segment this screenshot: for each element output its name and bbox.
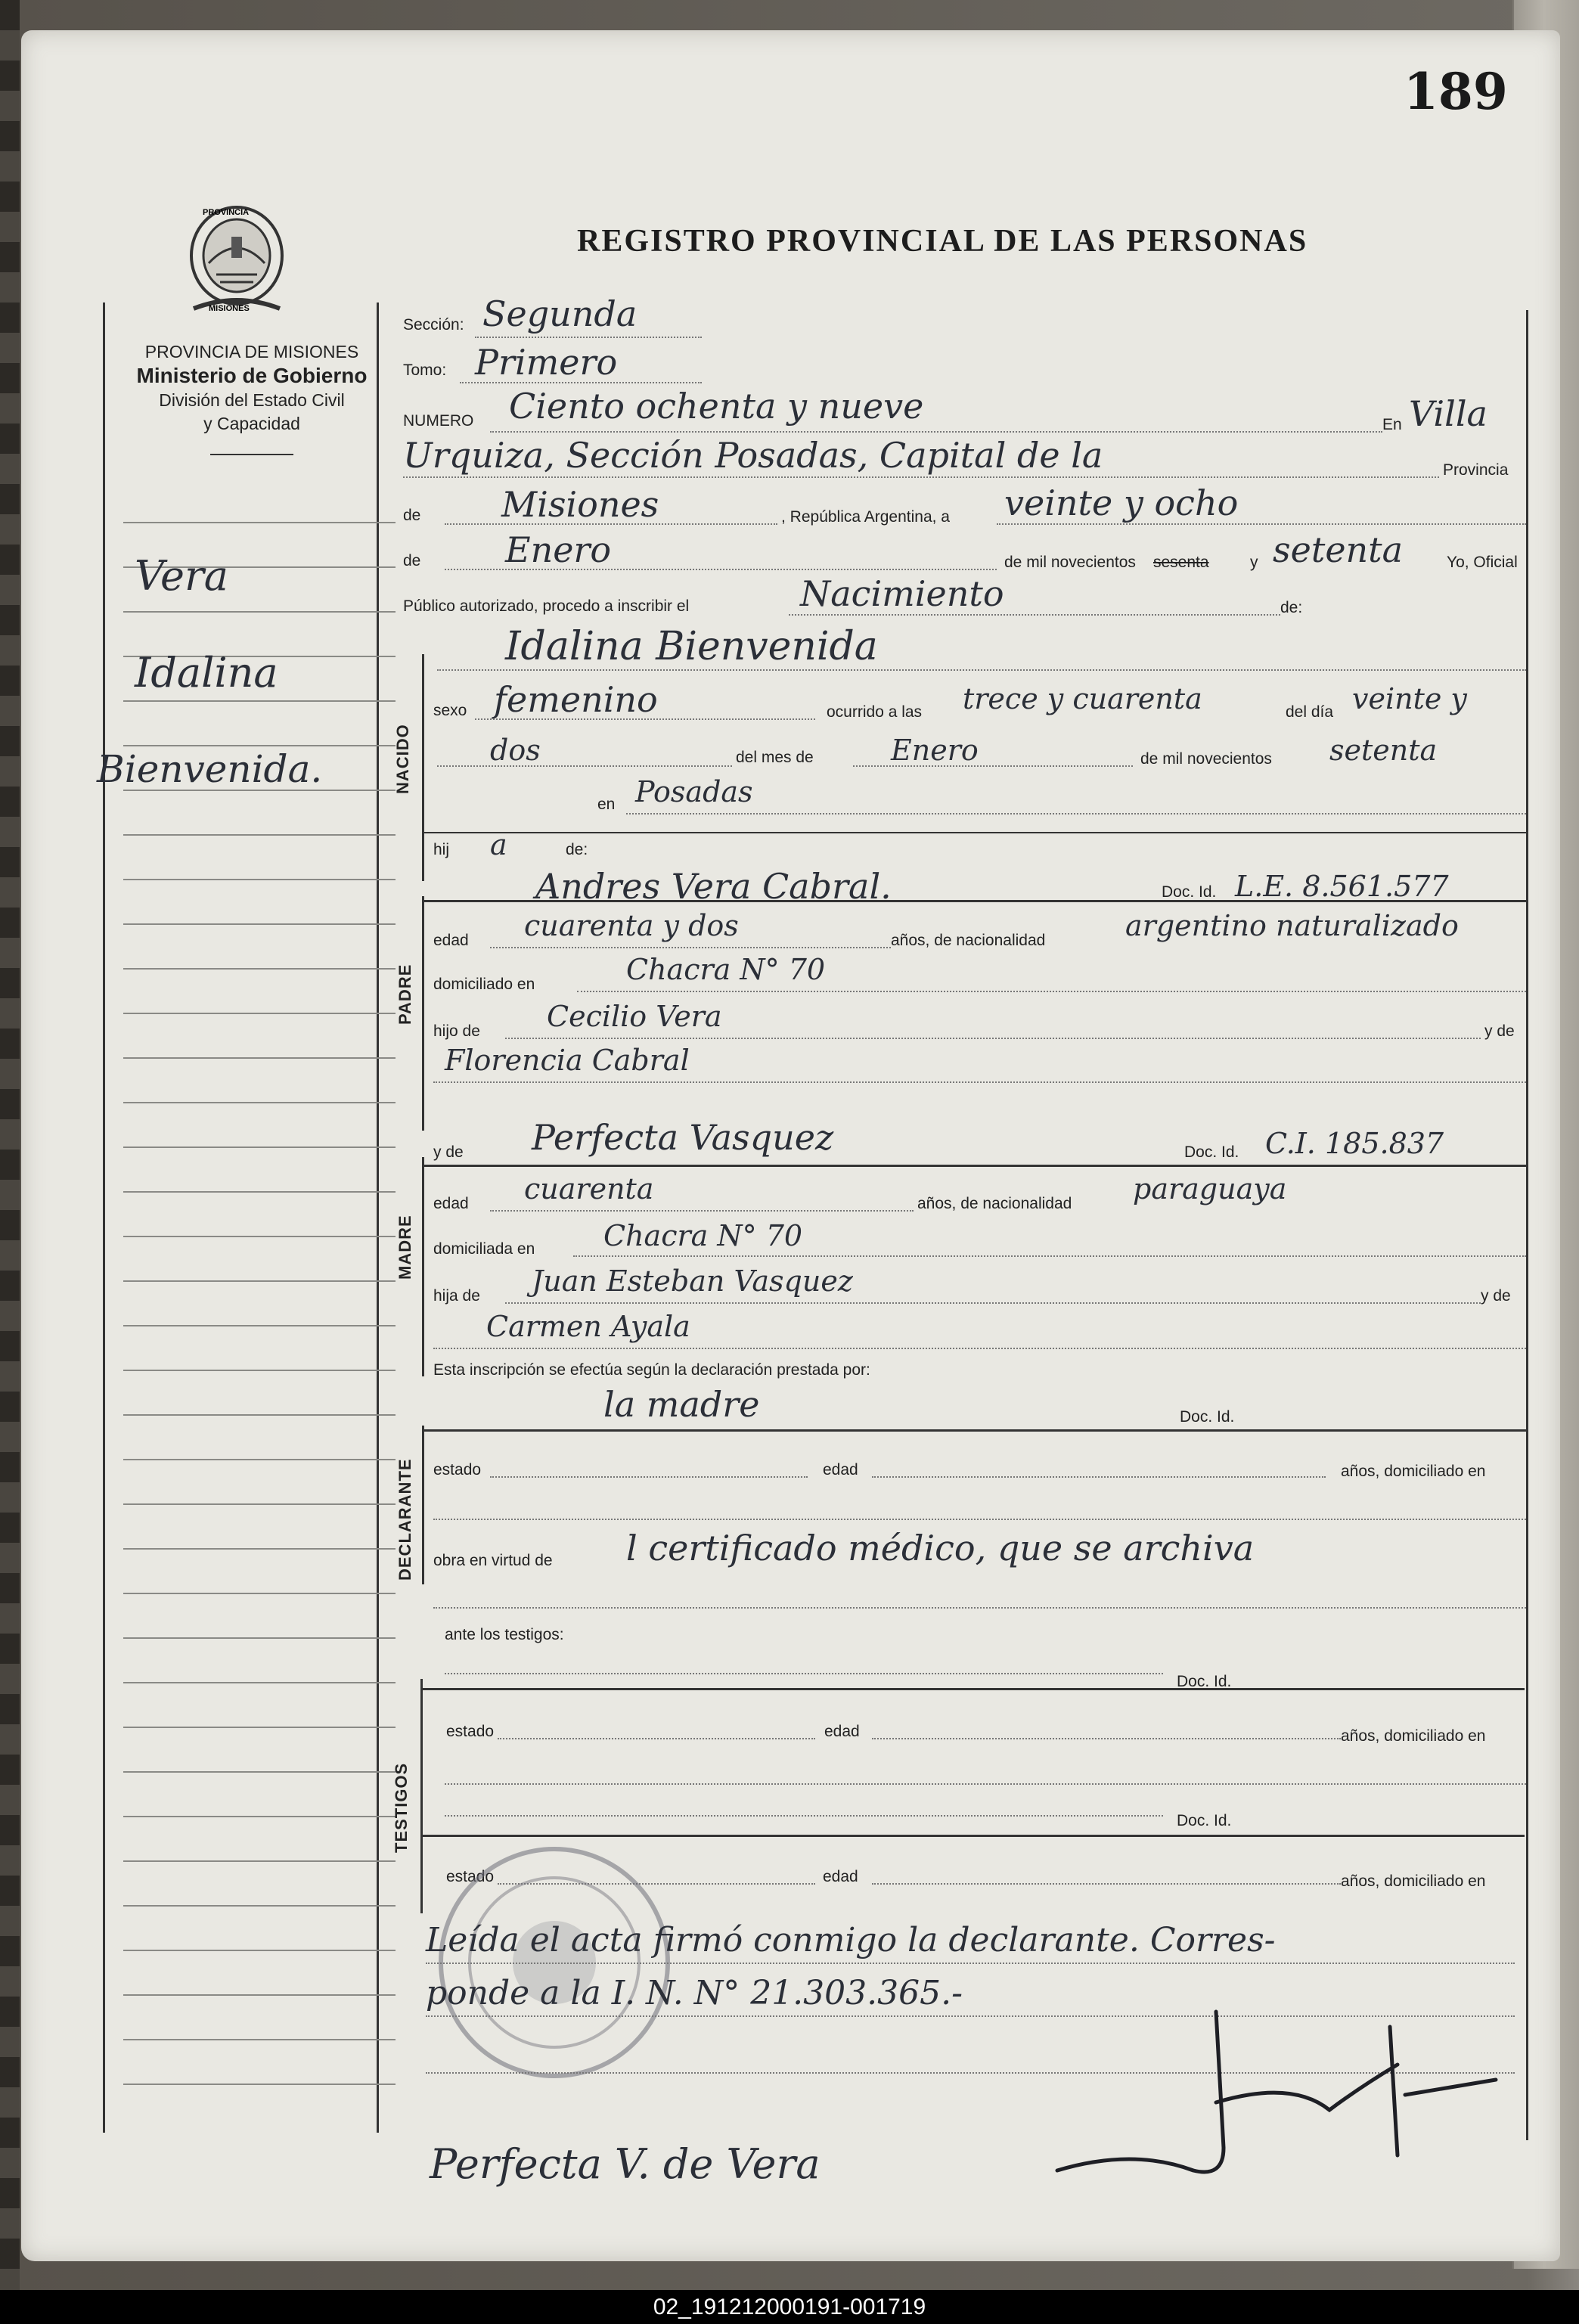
label-de-colon: de: — [1280, 599, 1303, 616]
emblem-top-text: PROVINCIA — [203, 208, 250, 217]
binding-spine — [0, 0, 20, 2290]
folio-number: 189 — [1404, 62, 1508, 121]
declarante-bracket — [422, 1426, 424, 1584]
scan-caption: 02_191212000191-001719 — [0, 2290, 1579, 2324]
value-lugar: Urquiza, Sección Posadas, Capital de la — [403, 435, 1103, 476]
ledger-line — [123, 1146, 396, 1148]
testigos-bracket — [420, 1679, 423, 1913]
dots-obra-2 — [433, 1607, 1526, 1609]
nacido-bracket — [422, 654, 424, 881]
value-madre-hija-de: Juan Esteban Vasquez — [532, 1264, 853, 1298]
ledger-line — [123, 1325, 396, 1326]
label-publico: Público autorizado, procedo a inscribir el — [403, 597, 690, 615]
label-sesenta: sesenta — [1153, 554, 1209, 571]
label-doc-declarante: Doc. Id. — [1180, 1408, 1235, 1426]
dots-mes — [445, 569, 997, 570]
label-doc-madre: Doc. Id. — [1184, 1143, 1239, 1161]
dots-madre-y-de — [433, 1348, 1526, 1349]
padre-bracket — [422, 896, 424, 1131]
ledger-line — [123, 1102, 396, 1103]
madre-bracket — [422, 1157, 424, 1376]
org-block — [104, 340, 399, 436]
dots-padre-edad — [490, 947, 891, 948]
label-en: En — [1382, 416, 1402, 433]
ledger-line — [123, 1236, 396, 1237]
dots-padre-dom — [577, 991, 1526, 992]
label-decl-anos-dom: años, domiciliado en — [1341, 1463, 1486, 1480]
value-padre-y-de: Florencia Cabral — [445, 1044, 690, 1077]
dots-padre-hijo-de — [505, 1038, 1481, 1039]
emblem-bottom-text: MISIONES — [209, 304, 250, 313]
ledger-line — [123, 968, 396, 970]
ledger-line — [123, 1682, 396, 1683]
center-divider — [377, 303, 379, 2133]
org-line-4: y Capacidad — [203, 414, 300, 433]
ledger-line — [123, 1994, 396, 1996]
label-test2-estado: estado — [446, 1868, 495, 1885]
dots-test1-estado — [498, 1738, 815, 1739]
label-test2-anos-dom: años, domiciliado en — [1341, 1873, 1486, 1890]
section-madre: MADRE — [396, 1215, 414, 1280]
dots-test1-dom — [445, 1783, 1526, 1785]
right-border — [1526, 310, 1528, 2140]
label-madre-y-de: y de — [433, 1143, 464, 1161]
ledger-line — [123, 1593, 396, 1594]
label-test1-estado: estado — [446, 1723, 495, 1740]
dots-sexo — [475, 718, 815, 720]
ledger-line — [123, 1503, 396, 1505]
label-madre-y-de-2: y de — [1481, 1287, 1511, 1305]
value-anio: setenta — [1273, 529, 1404, 570]
label-hij: hij — [433, 841, 450, 858]
left-column-border — [103, 303, 105, 2133]
org-line-1: PROVINCIA DE MISIONES — [144, 342, 359, 361]
label-obra: obra en virtud de — [433, 1552, 553, 1569]
label-de-mil: de mil novecientos — [1004, 554, 1136, 571]
margin-note-name-2: Bienvenida. — [97, 747, 323, 791]
label-padre-dom: domiciliado en — [433, 976, 535, 993]
label-madre-hija-de: hija de — [433, 1287, 480, 1305]
value-mes: Enero — [505, 529, 612, 570]
official-signature — [1042, 1997, 1511, 2193]
value-provincia: Misiones — [501, 484, 659, 525]
value-madre-dom: Chacra N° 70 — [603, 1219, 803, 1252]
testigo-2-line — [420, 1835, 1525, 1837]
value-dia-nac-2: dos — [490, 734, 541, 767]
value-en: Villa — [1409, 393, 1487, 434]
value-numero: Ciento ochenta y nueve — [509, 386, 924, 427]
margin-note-name-1: Idalina — [135, 649, 278, 697]
dots-mes-nac — [853, 765, 1133, 767]
org-underline — [210, 454, 293, 455]
label-test1-edad: edad — [824, 1723, 860, 1740]
label-y: y — [1250, 554, 1258, 571]
ledger-line — [123, 1191, 396, 1193]
org-line-3: División del Estado Civil — [159, 390, 345, 410]
dots-note-1 — [426, 1963, 1515, 1964]
dots-dia-nac — [437, 765, 732, 767]
ledger-line — [123, 1816, 396, 1817]
padre-top-line — [422, 900, 1526, 902]
ledger-line — [123, 834, 396, 836]
dots-decl-edad — [872, 1476, 1326, 1478]
label-padre-nac: años, de nacionalidad — [891, 932, 1046, 949]
value-acto: Nacimiento — [800, 573, 1004, 614]
section-testigos: TESTIGOS — [392, 1762, 411, 1853]
dots-madre-dom — [573, 1255, 1526, 1257]
testigo-1-line — [420, 1688, 1525, 1690]
ledger-line — [123, 879, 396, 880]
label-madre-nac: años, de nacionalidad — [917, 1195, 1072, 1212]
dots-acto — [789, 614, 1280, 616]
value-hora: trece y cuarenta — [963, 682, 1202, 715]
ledger-line — [123, 1905, 396, 1907]
dots-test2-edad — [872, 1883, 1341, 1885]
label-yo-oficial: Yo, Oficial — [1447, 554, 1518, 571]
ledger-line — [123, 611, 396, 613]
dots-nombre — [437, 669, 1526, 671]
label-esta-inscripcion: Esta inscripción se efectúa según la declaración prestada por: — [433, 1361, 870, 1379]
value-padre-doc: L.E. 8.561.577 — [1235, 870, 1449, 903]
section-nacido: NACIDO — [393, 724, 412, 794]
label-ante-testigos: ante los testigos: — [445, 1626, 564, 1643]
declarante-top-line — [422, 1429, 1526, 1432]
label-seccion: Sección: — [403, 316, 464, 334]
label-doc-testigo-1: Doc. Id. — [1177, 1673, 1232, 1690]
ledger-line — [123, 2039, 396, 2040]
value-declarante: la madre — [603, 1384, 760, 1425]
declarant-signature: Perfecta V. de Vera — [430, 2140, 821, 2188]
dots-provincia — [445, 523, 777, 525]
dots-test1-edad — [872, 1738, 1341, 1739]
label-de-2: de: — [566, 841, 588, 858]
label-padre-hijo-de: hijo de — [433, 1022, 480, 1040]
value-dia-nac-1: veinte y — [1352, 682, 1467, 715]
value-madre-doc: C.I. 185.837 — [1265, 1127, 1444, 1160]
label-de-mil-2: de mil novecientos — [1140, 750, 1272, 768]
label-numero: NUMERO — [403, 412, 474, 430]
label-ocurrido: ocurrido a las — [827, 703, 923, 721]
dots-lugar — [403, 476, 1439, 478]
value-madre-nac: paraguaya — [1133, 1172, 1287, 1205]
dots-madre-edad — [490, 1210, 914, 1212]
value-dia: veinte y ocho — [1004, 482, 1239, 523]
dots-decl-dom — [433, 1519, 1526, 1520]
label-tomo: Tomo: — [403, 361, 447, 379]
label-decl-edad: edad — [823, 1461, 858, 1478]
madre-top-line — [422, 1165, 1526, 1167]
label-doc-padre: Doc. Id. — [1162, 883, 1217, 901]
dots-seccion — [475, 337, 702, 338]
value-padre-nac: argentino naturalizado — [1125, 909, 1459, 942]
ledger-line — [123, 1280, 396, 1282]
ledger-line — [123, 1771, 396, 1773]
ledger-line — [123, 1548, 396, 1550]
value-madre: Perfecta Vasquez — [532, 1117, 834, 1158]
value-madre-edad: cuarenta — [524, 1172, 654, 1205]
ledger-line — [123, 1459, 396, 1460]
label-en-2: en — [597, 796, 616, 813]
section-declarante: DECLARANTE — [396, 1458, 414, 1581]
label-test2-edad: edad — [823, 1868, 858, 1885]
dots-lugar-nac — [626, 813, 1526, 814]
dots-madre-hija-de — [505, 1302, 1481, 1304]
dots-numero — [490, 431, 1382, 433]
label-padre-edad: edad — [433, 932, 469, 949]
label-madre-dom: domiciliada en — [433, 1240, 535, 1258]
label-padre-y-de: y de — [1484, 1022, 1515, 1040]
value-hij: a — [490, 828, 507, 861]
ledger-line — [123, 2084, 396, 2085]
label-del-mes: del mes de — [736, 749, 814, 766]
value-tomo: Primero — [475, 342, 618, 383]
dots-testigo-1 — [445, 1673, 1163, 1674]
ledger-line — [123, 1057, 396, 1059]
value-seccion: Segunda — [482, 293, 637, 334]
ledger-line — [123, 1370, 396, 1371]
ledger-line — [123, 1950, 396, 1951]
dots-dia — [997, 523, 1526, 525]
label-provincia: Provincia — [1443, 461, 1509, 479]
value-padre: Andres Vera Cabral. — [535, 866, 892, 907]
ledger-line — [123, 745, 396, 746]
value-lugar-nac: Posadas — [635, 775, 753, 808]
coat-of-arms-icon — [186, 203, 287, 316]
value-anio-nac: setenta — [1329, 734, 1438, 767]
dots-testigo-2 — [445, 1815, 1163, 1817]
closing-note-2: ponde a la I. N. N° 21.303.365.- — [426, 1974, 963, 2012]
value-mes-nac: Enero — [891, 734, 979, 767]
label-test1-anos-dom: años, domiciliado en — [1341, 1727, 1486, 1745]
value-sexo: femenino — [494, 679, 658, 720]
page-title: REGISTRO PROVINCIAL DE LAS PERSONAS — [577, 224, 1308, 259]
label-decl-estado: estado — [433, 1461, 482, 1478]
section-padre: PADRE — [396, 963, 414, 1025]
dots-decl-estado — [490, 1476, 808, 1478]
value-padre-hijo-de: Cecilio Vera — [547, 1000, 722, 1033]
value-padre-edad: cuarenta y dos — [524, 909, 739, 942]
label-de-mes: de — [403, 552, 421, 569]
label-republica: , República Argentina, a — [781, 508, 950, 526]
ledger-line — [123, 1414, 396, 1416]
value-padre-dom: Chacra N° 70 — [626, 953, 826, 986]
label-del-dia: del día — [1286, 703, 1334, 721]
ledger-line — [123, 1637, 396, 1639]
ledger-line — [123, 1860, 396, 1862]
value-madre-y-de: Carmen Ayala — [486, 1310, 690, 1343]
margin-note-surname: Vera — [135, 552, 229, 600]
dots-tomo — [460, 382, 702, 383]
label-madre-edad: edad — [433, 1195, 469, 1212]
registry-page — [21, 30, 1560, 2261]
dots-padre-y-de — [433, 1081, 1526, 1083]
value-nombre: Idalina Bienvenida — [505, 624, 878, 669]
label-sexo: sexo — [433, 702, 467, 719]
ledger-line — [123, 1013, 396, 1014]
value-obra: l certificado médico, que se archiva — [626, 1528, 1255, 1568]
ledger-line — [123, 923, 396, 925]
org-line-2: Ministerio de Gobierno — [136, 364, 368, 387]
nacido-bottom-line — [422, 832, 1526, 833]
ledger-line — [123, 700, 396, 702]
ledger-line — [123, 1727, 396, 1728]
label-doc-testigo-2: Doc. Id. — [1177, 1812, 1232, 1829]
label-de: de — [403, 507, 421, 524]
closing-note-1: Leída el acta firmó conmigo la declarante. Corres- — [426, 1921, 1276, 1959]
ledger-line — [123, 522, 396, 523]
